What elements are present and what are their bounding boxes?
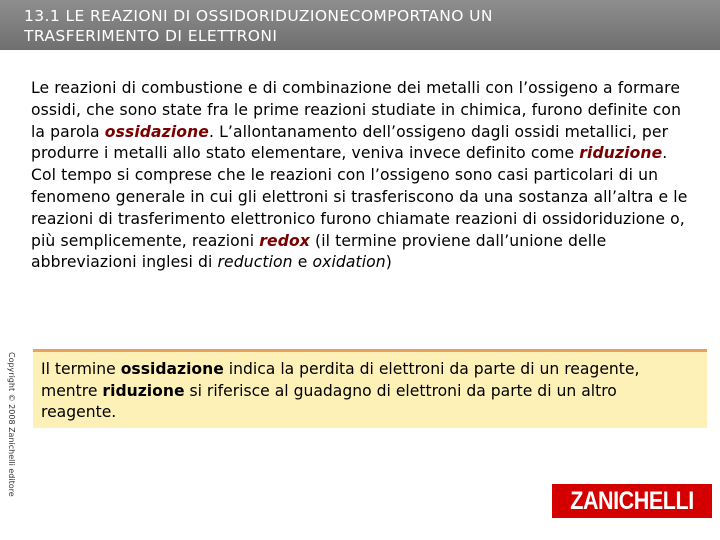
body-text — [31, 78, 697, 274]
word-reduction: reduction — [217, 253, 293, 272]
text-segment: Col tempo si comprese che le reazioni con l’ossigeno sono casi particolari di un fenomeno generale in cui gli elettroni si trasferiscono da una sostanza all’altra e le reazioni di trasferimento elettronico furono chiamate reazioni di ossidoriduzione o, più semplicemente, reazioni — [31, 166, 688, 250]
paragraph-2 — [31, 165, 697, 274]
copyright-text: Copyright © 2008 Zanichelli editore — [7, 352, 16, 497]
term-redox: redox — [259, 231, 310, 250]
word-oxidation: oxidation — [312, 253, 386, 272]
section-number: 13.1 — [24, 7, 61, 25]
text-segment: . L’allontanamento dell’ossigeno dagli ossidi metallici, per produrre i metalli allo stato elementare, veniva invece definito come — [31, 122, 669, 163]
logo-text: ZANICHELLI — [570, 487, 694, 515]
title-bar — [0, 0, 720, 50]
term-riduzione: riduzione — [102, 381, 185, 400]
title-line-1: LE REAZIONI DI OSSIDORIDUZIONECOMPORTANO UN — [60, 7, 493, 25]
copyright-notice — [4, 352, 18, 527]
paragraph-1 — [31, 78, 697, 165]
definition-text — [41, 359, 697, 424]
term-riduzione: riduzione — [579, 144, 663, 163]
text-segment: . — [662, 144, 668, 163]
text-segment: indica la perdita di elettroni da parte di un reagente, mentre — [41, 360, 640, 400]
term-ossidazione: ossidazione — [104, 122, 209, 141]
zanichelli-logo — [552, 484, 712, 518]
slide-title — [24, 6, 704, 46]
text-segment: Le reazioni di combustione e di combinazione dei metalli con l’ossigeno a formare ossidi, che sono state fra le prime reazioni studiate in chimica, furono definite con la parola — [31, 79, 682, 141]
definition-box — [33, 349, 707, 428]
term-ossidazione: ossidazione — [120, 360, 224, 378]
text-segment: Il termine — [41, 360, 121, 378]
text-segment: si riferisce al guadagno di elettroni da parte di un altro reagente. — [41, 381, 617, 421]
title-line-2: TRASFERIMENTO DI ELETTRONI — [24, 27, 278, 45]
text-segment: ) — [385, 253, 392, 272]
text-segment: e — [292, 253, 313, 272]
text-segment: (il termine proviene dall’unione delle abbreviazioni inglesi di — [31, 231, 607, 272]
